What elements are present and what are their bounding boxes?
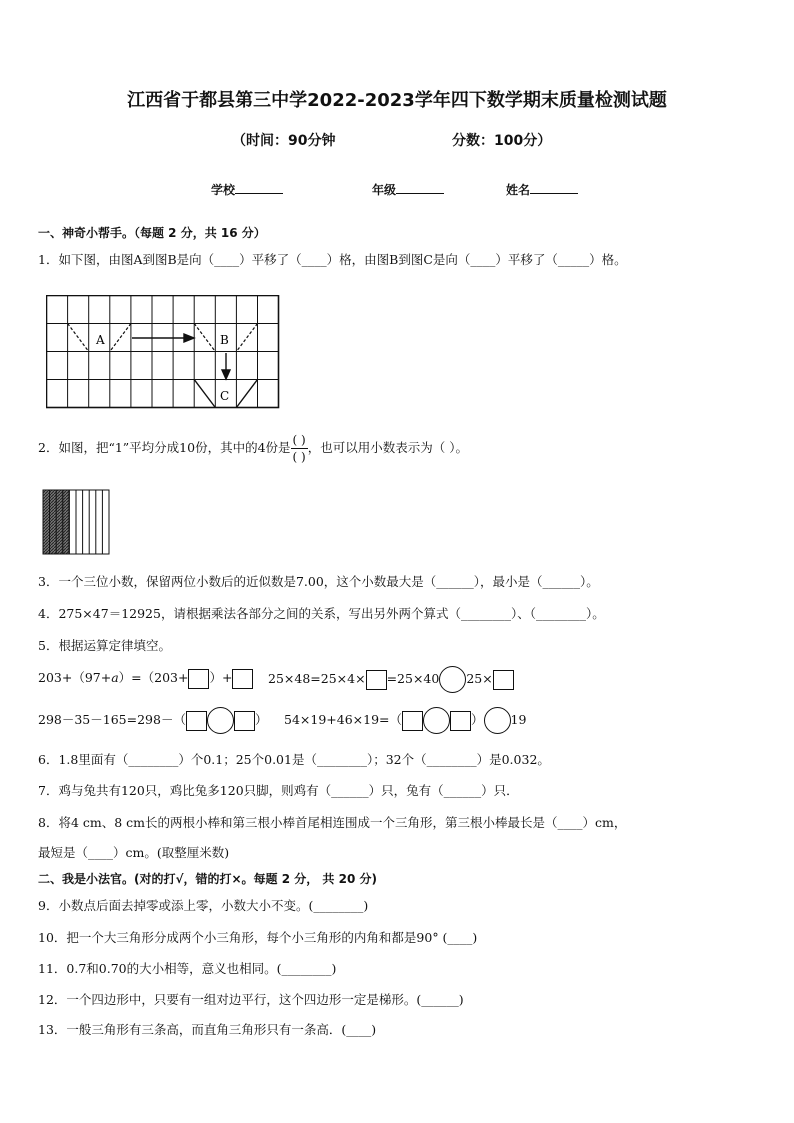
fraction-denominator: ( ): [292, 450, 306, 464]
translation-grid-figure: [46, 295, 280, 409]
name-label: 姓名: [506, 183, 531, 197]
q5-eq-c: [38, 707, 267, 734]
answer-box[interactable]: [493, 670, 514, 690]
q5c-part2: ）: [254, 712, 268, 727]
school-blank[interactable]: [235, 181, 283, 194]
school-label: 学校: [211, 183, 236, 197]
label-c: C: [220, 389, 230, 403]
answer-box[interactable]: [450, 711, 471, 731]
label-a: A: [96, 333, 105, 347]
question-2-text: 2．如图，把“1”平均分成10份，其中的4份是: [38, 440, 291, 455]
answer-box[interactable]: [188, 669, 209, 689]
arrow-down: [222, 353, 230, 379]
q5a-part2: ）=（203+: [118, 670, 189, 685]
question-4: 4．275×47＝12925，请根据乘法各部分之间的关系，写出另外两个算式（________）、（________）。: [38, 606, 605, 621]
q5c-part1: 298－35－165=298－（: [38, 712, 186, 727]
q5b-part3: 25×: [466, 671, 493, 686]
q5d-part1: 54×19+46×19=（: [284, 712, 403, 727]
q5-eq-b: [268, 666, 514, 693]
q5a-part3: ）+: [209, 670, 233, 685]
question-3: 3．一个三位小数，保留两位小数后的近似数是7.00，这个小数最大是（______），最小是（______）。: [38, 574, 599, 589]
operator-circle[interactable]: [439, 666, 466, 693]
q5-eq-d: [284, 707, 526, 734]
fraction-numerator: ( ): [292, 433, 306, 447]
grid-lines: [46, 295, 279, 408]
answer-box[interactable]: [234, 711, 255, 731]
fraction-blank[interactable]: [291, 432, 308, 465]
question-2-tail: ，也可以用小数表示为（ ）。: [307, 440, 468, 455]
label-b: B: [220, 333, 229, 347]
question-12: 12．一个四边形中，只要有一组对边平行，这个四边形一定是梯形。(______): [38, 992, 464, 1007]
question-10: 10．把一个大三角形分成两个小三角形，每个小三角形的内角和都是90° (____): [38, 930, 478, 945]
answer-box[interactable]: [186, 711, 207, 731]
question-7: 7．鸡与兔共有120只，鸡比兔多120只脚，则鸡有（______）只，兔有（______）只．: [38, 783, 519, 798]
q5-eq-a: [38, 668, 253, 689]
time-info: （时间：90分钟: [232, 133, 336, 149]
q5d-part2: ）: [471, 712, 484, 727]
grade-field: [372, 181, 444, 198]
name-blank[interactable]: [530, 181, 578, 194]
grade-label: 年级: [372, 183, 397, 197]
answer-box[interactable]: [402, 711, 423, 731]
section1-heading: 一、神奇小帮手。（每题 2 分，共 16 分）: [38, 226, 266, 240]
arrow-right: [132, 334, 194, 342]
name-field: [506, 181, 578, 198]
grade-blank[interactable]: [396, 181, 444, 194]
question-8-line1: 8．将4 cm、8 cm长的两根小棒和第三根小棒首尾相连围成一个三角形，第三根小棒最长是（____）cm，: [38, 815, 627, 830]
question-1: 1．如下图，由图A到图B是向（____）平移了（____）格，由图B到图C是向（____）平移了（_____）格。: [38, 252, 627, 267]
q5d-part3: 19: [510, 712, 527, 727]
operator-circle[interactable]: [207, 707, 234, 734]
answer-box[interactable]: [232, 669, 253, 689]
page-title: 江西省于都县第三中学2022-2023学年四下数学期末质量检测试题: [127, 90, 667, 111]
question-8-line2: 最短是（____）cm。(取整厘米数): [38, 845, 230, 860]
question-13: 13．一般三角形有三条高，而直角三角形只有一条高．(____): [38, 1022, 377, 1037]
q5b-part2: =25×40: [386, 671, 440, 686]
operator-circle[interactable]: [484, 707, 511, 734]
question-5: 5．根据运算定律填空。: [38, 638, 171, 653]
question-9: 9．小数点后面去掉零或添上零，小数大小不变。(________): [38, 898, 369, 913]
question-11: 11．0.7和0.70的大小相等，意义也相同。(________): [38, 961, 337, 976]
school-field: [211, 181, 283, 198]
section2-heading: 二、我是小法官。(对的打√，错的打×。每题 2 分， 共 20 分): [38, 872, 377, 886]
question-6: 6．1.8里面有（________）个0.1；25个0.01是（________）；32个（________）是0.032。: [38, 752, 550, 767]
question-2: [38, 432, 468, 465]
answer-box[interactable]: [366, 670, 387, 690]
operator-circle[interactable]: [423, 707, 450, 734]
q5b-part1: 25×48=25×4×: [268, 671, 366, 686]
q5a-variable: a: [111, 670, 119, 685]
score-info: 分数：100分）: [452, 133, 552, 149]
tenths-bar-figure: [42, 488, 112, 556]
q5a-part1: 203+（97+: [38, 670, 112, 685]
